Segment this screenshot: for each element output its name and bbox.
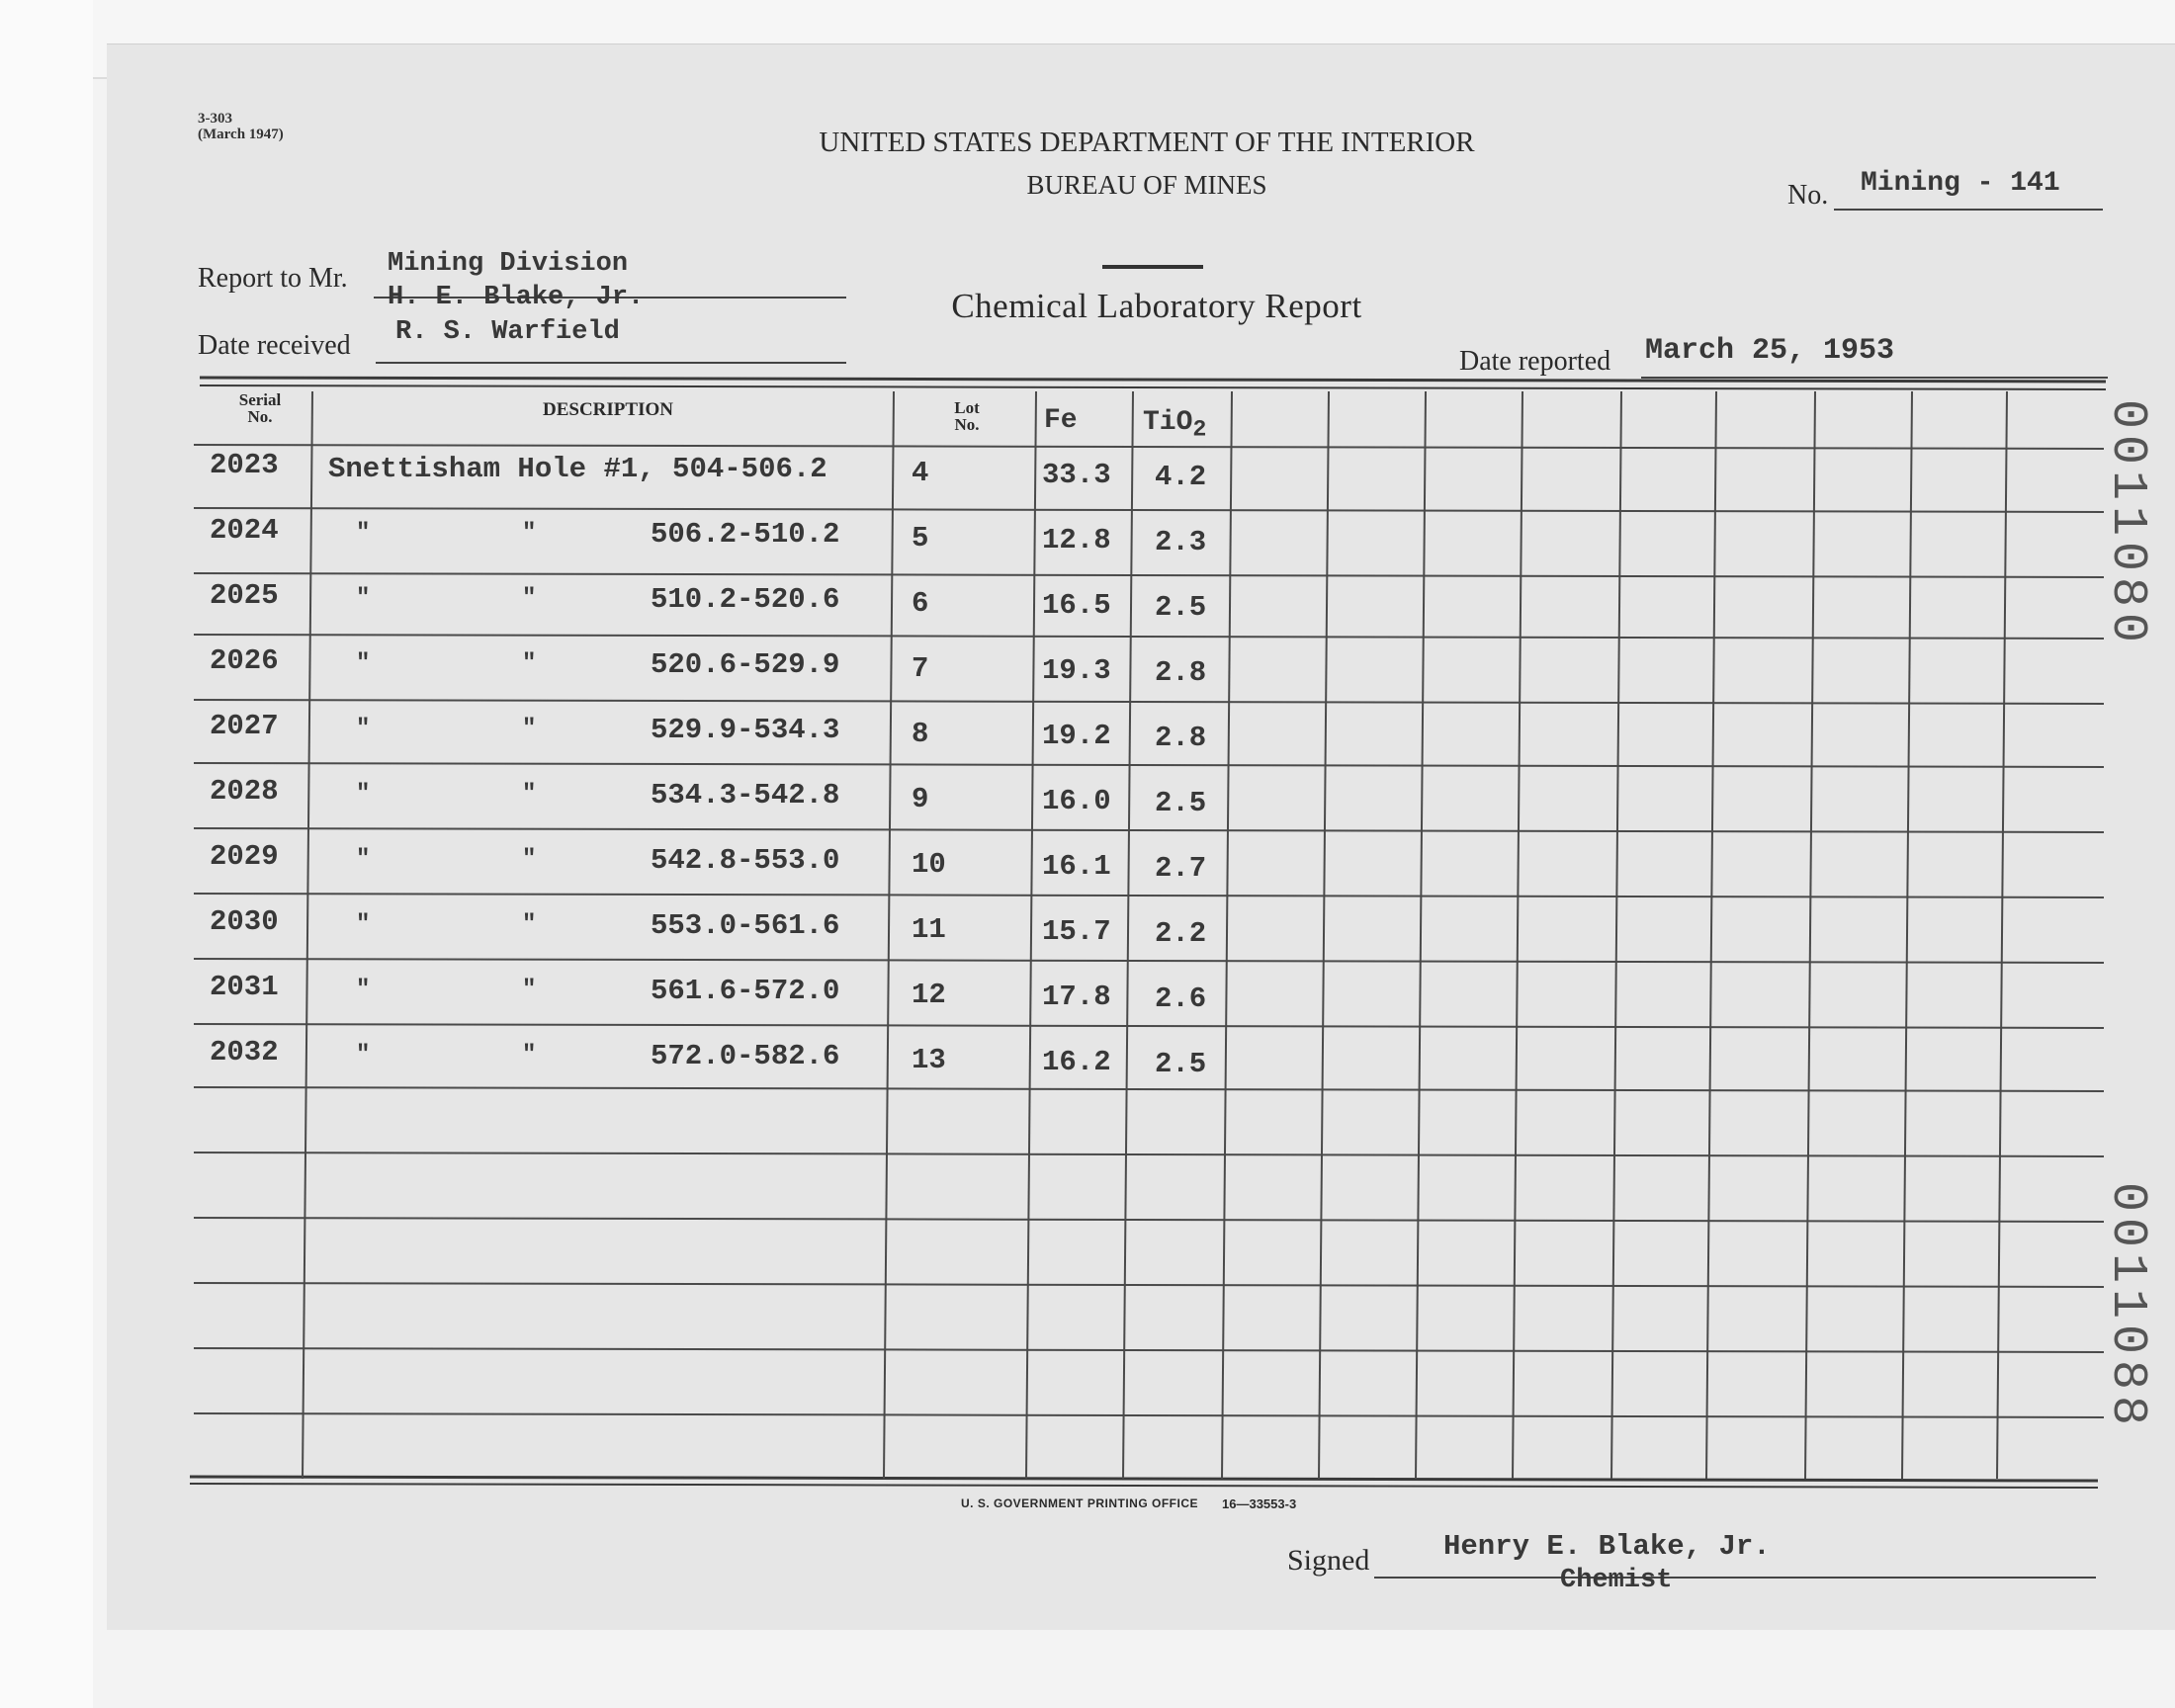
ditto-mark: " [356, 911, 371, 938]
row-line [194, 635, 2104, 639]
lot-cell: 9 [912, 783, 929, 815]
report-no-value: Mining - 141 [1861, 168, 2060, 199]
column-line [1319, 391, 1329, 1479]
column-line [1611, 391, 1621, 1479]
description-range-cell: 534.3-542.8 [651, 779, 840, 811]
printing-office-note: U. S. GOVERNMENT PRINTING OFFICE [961, 1496, 1199, 1510]
table-top-rule-1 [200, 378, 2106, 382]
serial-cell: 2031 [210, 971, 279, 1003]
serial-cell: 2025 [210, 579, 279, 612]
serial-cell: 2026 [210, 644, 279, 677]
tio2-cell: 2.3 [1155, 526, 1207, 558]
table-bottom-rule-2 [190, 1484, 2098, 1488]
fe-header: Fe [1044, 405, 1078, 436]
tio2-cell: 2.5 [1155, 1048, 1207, 1080]
fe-cell: 33.3 [1042, 459, 1111, 491]
row-line [194, 1024, 2104, 1028]
lot-header-line1: Lot [954, 398, 980, 417]
serial-cell: 2028 [210, 775, 279, 808]
row-line [194, 959, 2104, 963]
ditto-mark: " [356, 977, 371, 1003]
tio2-cell: 2.8 [1155, 656, 1207, 689]
description-range-cell: 506.2-510.2 [651, 518, 840, 551]
report-to-name-1: Mining Division [388, 249, 629, 279]
serial-cell: 2030 [210, 905, 279, 938]
ditto-mark: " [522, 520, 537, 547]
serial-header [218, 391, 303, 425]
description-range-cell: 553.0-561.6 [651, 909, 840, 942]
description-range-cell: 520.6-529.9 [651, 648, 840, 681]
tio2-cell: 2.5 [1155, 591, 1207, 624]
column-line [1416, 391, 1426, 1479]
date-reported-value: March 25, 1953 [1645, 334, 1895, 368]
serial-header-line1: Serial [238, 390, 282, 409]
lot-cell: 13 [912, 1044, 946, 1076]
tio2-cell: 2.8 [1155, 722, 1207, 754]
lot-cell: 12 [912, 979, 946, 1011]
ditto-mark: " [522, 911, 537, 938]
fe-cell: 15.7 [1042, 915, 1111, 948]
form-number-value: 3-303 [198, 111, 232, 127]
row-line [194, 1087, 2104, 1091]
tio2-header [1143, 407, 1206, 444]
column-line [1222, 391, 1232, 1479]
lot-header [927, 399, 1006, 433]
lot-cell: 6 [912, 587, 929, 620]
bureau-heading: BUREAU OF MINES [1026, 170, 1267, 200]
row-line [194, 828, 2104, 832]
signed-line [1374, 1577, 2096, 1579]
serial-cell: 2029 [210, 840, 279, 873]
serial-cell: 2024 [210, 514, 279, 547]
fe-cell: 16.0 [1042, 785, 1111, 817]
lot-cell: 5 [912, 522, 929, 555]
report-to-label: Report to Mr. [198, 263, 348, 294]
tio2-cell: 4.2 [1155, 461, 1207, 493]
row-lines [194, 445, 2104, 1417]
serial-cell: 2032 [210, 1036, 279, 1068]
row-line [194, 573, 2104, 577]
description-range-cell: 561.6-572.0 [651, 975, 840, 1007]
date-reported-label: Date reported [1459, 346, 1611, 377]
column-line [1513, 391, 1522, 1479]
ditto-mark: " [522, 585, 537, 612]
ditto-mark: " [522, 716, 537, 742]
column-line [884, 391, 894, 1479]
tio2-header-text: TiO [1143, 407, 1193, 438]
table-bottom-rule-1 [190, 1477, 2098, 1481]
report-to-name-3: R. S. Warfield [395, 317, 620, 347]
tio2-header-subscript: 2 [1192, 417, 1207, 444]
row-line [194, 700, 2104, 704]
fe-cell: 16.1 [1042, 850, 1111, 883]
tio2-cell: 2.5 [1155, 787, 1207, 819]
lot-cell: 11 [912, 913, 946, 946]
tio2-cell: 2.6 [1155, 982, 1207, 1015]
signer-name: Henry E. Blake, Jr. [1443, 1530, 1771, 1563]
serial-cell: 2027 [210, 710, 279, 742]
stamp-number-bottom: 0011088 [2099, 1182, 2155, 1432]
description-range-cell: 510.2-520.6 [651, 583, 840, 616]
ditto-mark: " [356, 846, 371, 873]
fe-cell: 19.2 [1042, 720, 1111, 752]
lot-cell: 10 [912, 848, 946, 881]
table-top-rule-2 [200, 385, 2106, 389]
column-line [1123, 391, 1133, 1479]
ditto-mark: " [522, 977, 537, 1003]
page-title: Chemical Laboratory Report [951, 287, 1362, 325]
tio2-cell: 2.7 [1155, 852, 1207, 885]
lot-cell: 4 [912, 457, 929, 489]
fe-cell: 19.3 [1042, 654, 1111, 687]
signed-label: Signed [1287, 1544, 1370, 1577]
row-line [194, 1153, 2104, 1156]
column-line [1902, 391, 1912, 1479]
description-range-cell: 529.9-534.3 [651, 714, 840, 746]
description-cell: Snettisham Hole #1, 504-506.2 [328, 453, 827, 485]
column-line [303, 391, 312, 1479]
row-line [194, 1218, 2104, 1222]
ditto-mark: " [522, 781, 537, 808]
fe-cell: 12.8 [1042, 524, 1111, 556]
row-line [194, 445, 2104, 449]
description-range-cell: 542.8-553.0 [651, 844, 840, 877]
agency-heading: UNITED STATES DEPARTMENT OF THE INTERIOR [819, 127, 1475, 158]
row-line [194, 508, 2104, 512]
lot-cell: 8 [912, 718, 929, 750]
description-range-cell: 572.0-582.6 [651, 1040, 840, 1072]
date-received-label: Date received [198, 330, 351, 361]
report-to-name-2: H. E. Blake, Jr. [388, 283, 645, 312]
serial-header-line2: No. [247, 407, 273, 426]
fe-cell: 17.8 [1042, 981, 1111, 1013]
row-line [194, 763, 2104, 767]
column-line [1026, 391, 1036, 1479]
column-line [1997, 391, 2007, 1479]
row-line [194, 1413, 2104, 1417]
ditto-mark: " [522, 1042, 537, 1068]
form-edition: (March 1947) [198, 127, 284, 142]
ditto-mark: " [522, 650, 537, 677]
column-line [1805, 391, 1815, 1479]
ditto-mark: " [356, 781, 371, 808]
ditto-mark: " [356, 585, 371, 612]
lot-header-line2: No. [954, 415, 980, 434]
serial-cell: 2023 [210, 449, 279, 481]
description-header: DESCRIPTION [543, 399, 673, 420]
tio2-cell: 2.2 [1155, 917, 1207, 950]
ditto-mark: " [356, 1042, 371, 1068]
print-code: 16—33553-3 [1222, 1496, 1297, 1511]
column-line [1706, 391, 1716, 1479]
ditto-mark: " [356, 650, 371, 677]
signer-title: Chemist [1560, 1566, 1673, 1595]
ditto-mark: " [356, 520, 371, 547]
row-line [194, 1348, 2104, 1352]
ditto-mark: " [522, 846, 537, 873]
ditto-mark: " [356, 716, 371, 742]
report-no-label: No. [1787, 180, 1829, 211]
lot-cell: 7 [912, 652, 929, 685]
row-line [194, 1283, 2104, 1287]
stamp-number-top: 0011080 [2099, 399, 2155, 649]
fe-cell: 16.5 [1042, 589, 1111, 622]
fe-cell: 16.2 [1042, 1046, 1111, 1078]
row-line [194, 894, 2104, 897]
